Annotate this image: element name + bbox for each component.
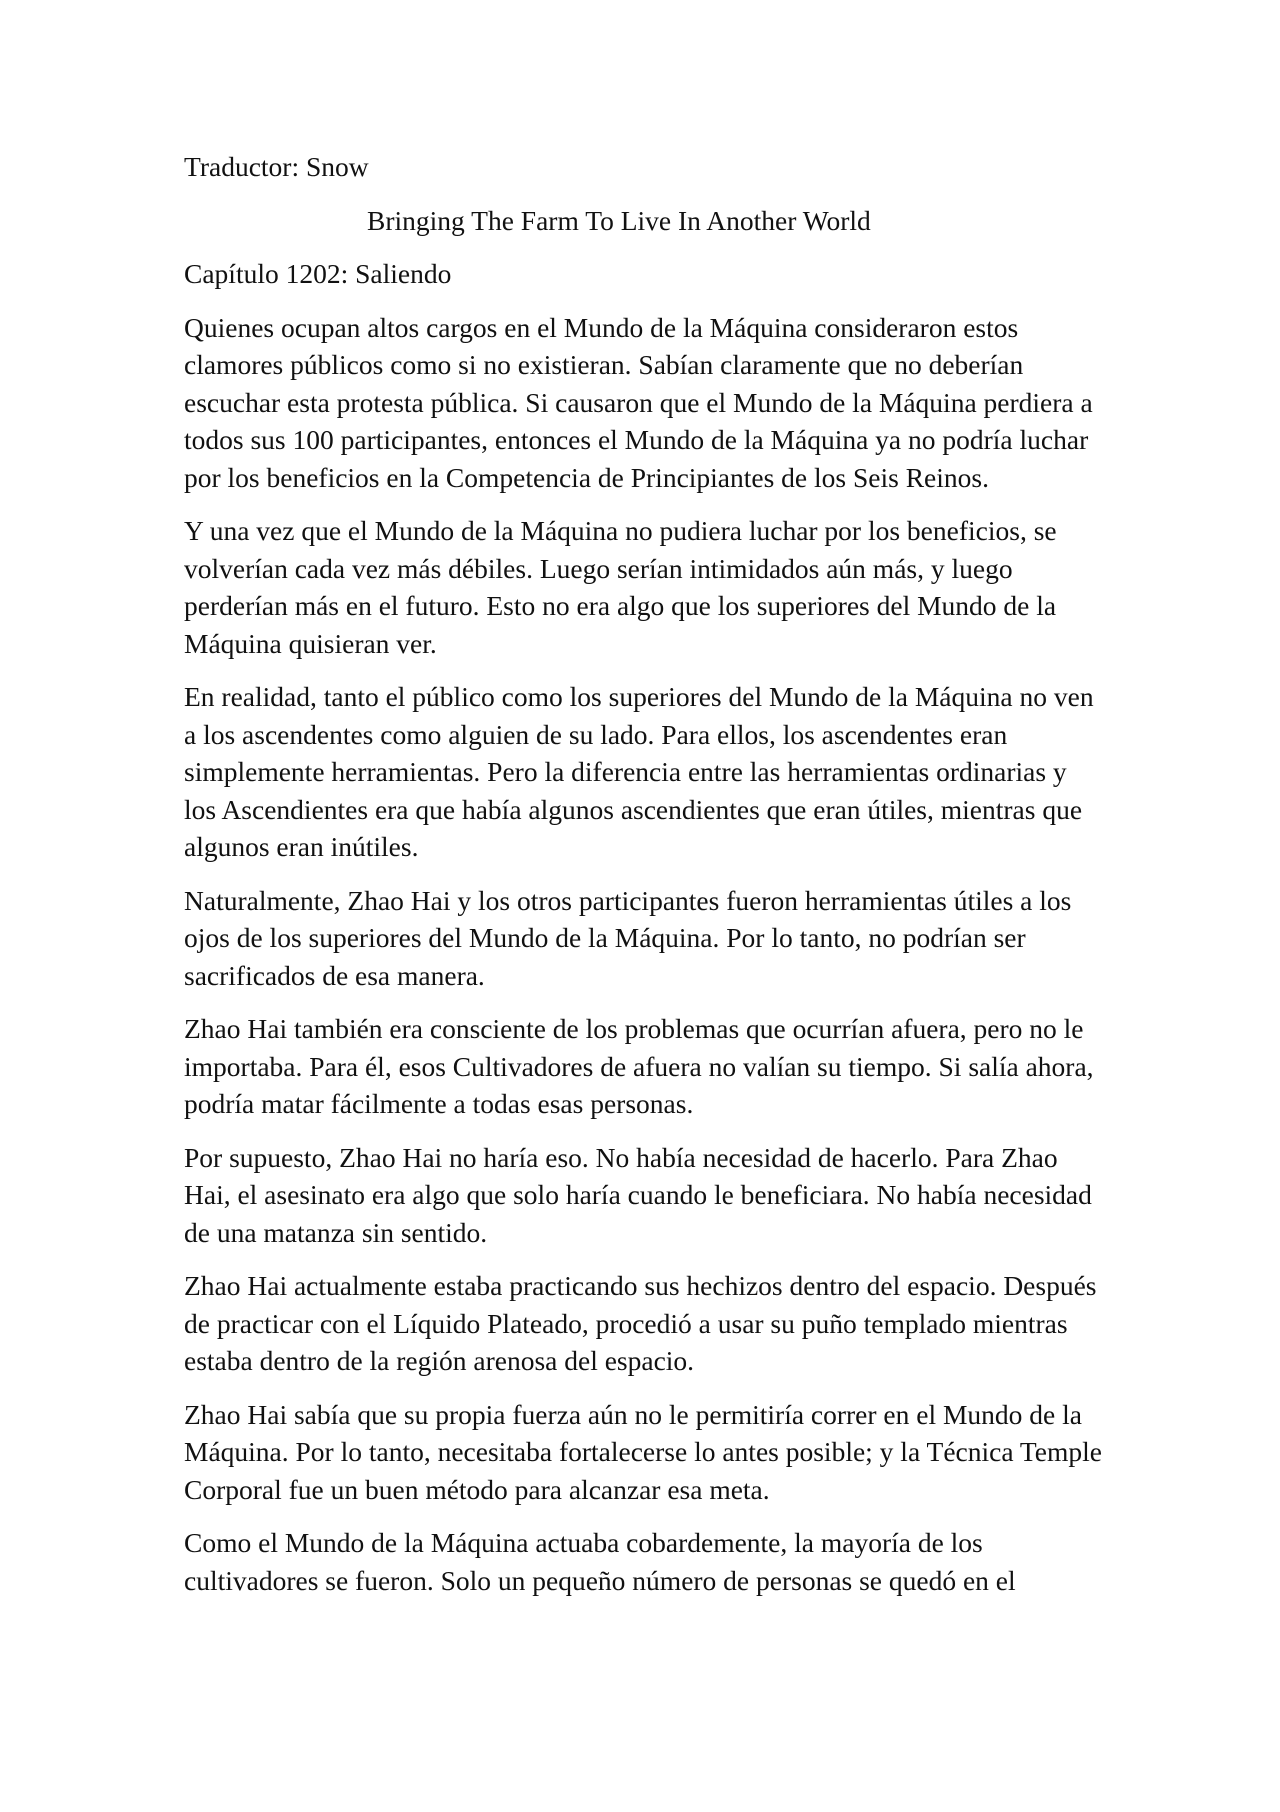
paragraph-8: Zhao Hai sabía que su propia fuerza aún no le permitiría correr en el Mundo de la Máquina. Por lo tanto, necesitaba fortalecerse lo antes posible; y la Técnica Temple Corporal fue un buen método para alcanzar esa meta. [184, 1398, 1102, 1505]
paragraph-9: Como el Mundo de la Máquina actuaba cobardemente, la mayoría de los cultivadores se fueron. Solo un pequeño número de personas se quedó en el [184, 1527, 1016, 1596]
paragraph-1: Quienes ocupan altos cargos en el Mundo de la Máquina consideraron estos clamores públicos como si no existieran. Sabían claramente que no deberían escuchar esta protesta pública. Si causaron que el Mundo de la Máquina perdiera a todos sus 100 participantes, entonces el Mundo de la Máquina ya no podría luchar por los beneficios en la Competencia de Principiantes de los Seis Reinos. [184, 311, 1093, 493]
chapter-heading: Capítulo 1202: Saliendo [184, 258, 452, 289]
translator-credit: Traductor: Snow [184, 151, 369, 182]
paragraph-3: En realidad, tanto el público como los superiores del Mundo de la Máquina no ven a los ascendentes como alguien de su lado. Para ellos, los ascendentes eran simplemente herramientas. Pero la diferencia entre las herramientas ordinarias y los Ascendientes era que había algunos ascendientes que eran útiles, mientras que algunos eran inútiles. [184, 681, 1094, 862]
paragraph-7: Zhao Hai actualmente estaba practicando sus hechizos dentro del espacio. Después de practicar con el Líquido Plateado, procedió a usar su puño templado mientras estaba dentro de la región arenosa del espacio. [184, 1270, 1097, 1376]
paragraph-4: Naturalmente, Zhao Hai y los otros participantes fueron herramientas útiles a los ojos de los superiores del Mundo de la Máquina. Por lo tanto, no podrían ser sacrificados de esa manera. [184, 884, 1072, 991]
paragraph-6: Por supuesto, Zhao Hai no haría eso. No había necesidad de hacerlo. Para Zhao Hai, el asesinato era algo que solo haría cuando le beneficiara. No había necesidad de una matanza sin sentido. [184, 1141, 1092, 1248]
document-body [184, 148, 1104, 1615]
paragraph-2: Y una vez que el Mundo de la Máquina no pudiera luchar por los beneficios, se volverían cada vez más débiles. Luego serían intimidados aún más, y luego perderían más en el futuro. Esto no era algo que los superiores del Mundo de la Máquina quisieran ver. [184, 515, 1057, 659]
paragraph-5: Zhao Hai también era consciente de los problemas que ocurrían afuera, pero no le importaba. Para él, esos Cultivadores de afuera no valían su tiempo. Si salía ahora, podría matar fácilmente a todas esas personas. [184, 1013, 1094, 1119]
book-title: Bringing The Farm To Live In Another World [367, 204, 871, 236]
